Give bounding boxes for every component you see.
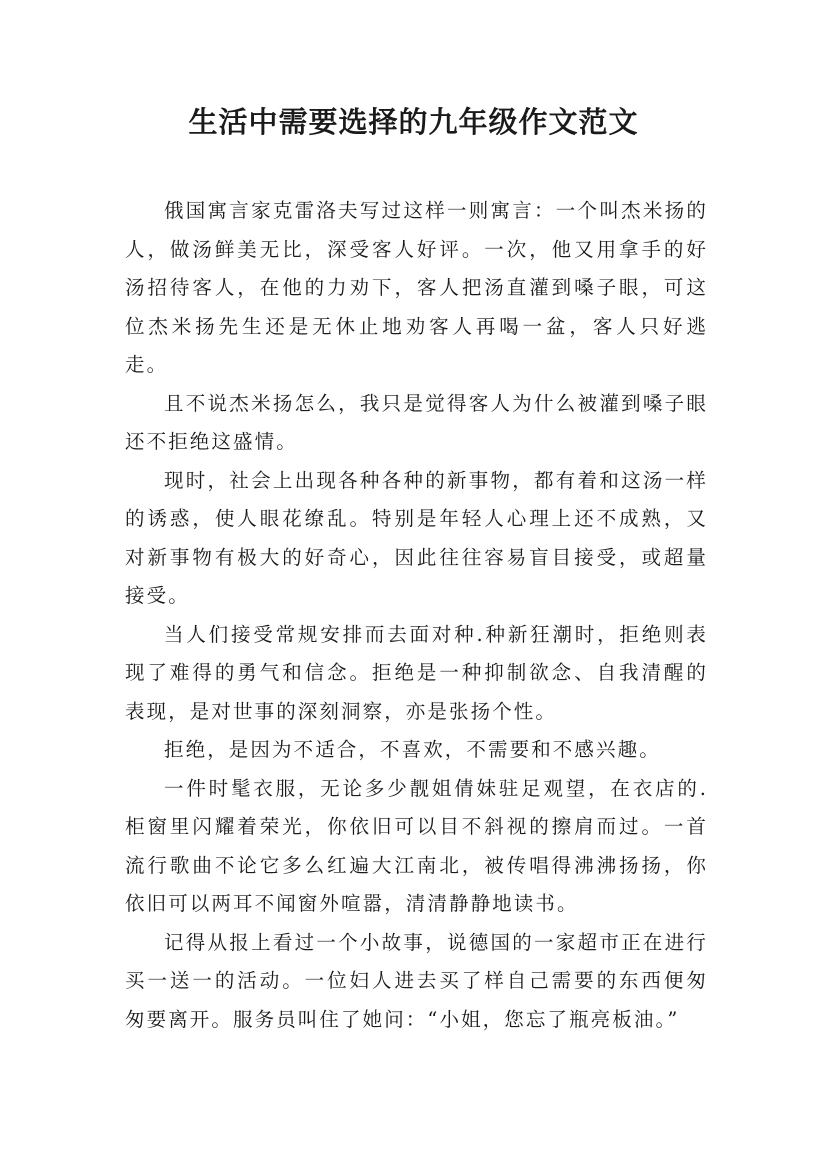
paragraph: 记得从报上看过一个小故事，说德国的一家超市正在进行买一送一的活动。一位妇人进去买了样自己需要的东西便匆匆要离开。服务员叫住了她问：“小姐，您忘了瓶亮板油。” (125, 930, 708, 1031)
paragraph: 当人们接受常规安排而去面对种.种新狂潮时，拒绝则表现了难得的勇气和信念。拒绝是一种抑制欲念、自我清醒的表现，是对世事的深刻洞察，亦是张扬个性。 (125, 622, 708, 723)
paragraph: 俄国寓言家克雷洛夫写过这样一则寓言：一个叫杰米扬的人，做汤鲜美无比，深受客人好评。一次，他又用拿手的好汤招待客人，在他的力劝下，客人把汤直灌到嗓子眼，可这位杰米扬先生还是无休止地劝客人再喝一盆，客人只好逃走。 (125, 199, 708, 376)
paragraph: 现时，社会上出现各种各种的新事物，都有着和这汤一样的诱惑，使人眼花缭乱。特别是年轻人心理上还不成熟，又对新事物有极大的好奇心，因此往往容易盲目接受，或超量接受。 (125, 468, 708, 607)
document-body (125, 192, 708, 1039)
document-title: 生活中需要选择的九年级作文范文 (188, 105, 639, 139)
paragraph: 且不说杰米扬怎么，我只是觉得客人为什么被灌到嗓子眼还不拒绝这盛情。 (125, 391, 708, 453)
paragraph: 拒绝，是因为不适合，不喜欢，不需要和不感兴趣。 (164, 738, 661, 761)
paragraph: 一件时髦衣服，无论多少靓姐倩妹驻足观望，在衣店的.柜窗里闪耀着荣光，你依旧可以目不斜视的擦肩而过。一首流行歌曲不论它多么红遍大江南北，被传唱得沸沸扬扬，你依旧可以两耳不闻窗外喧嚣，清清静静地读书。 (125, 776, 708, 915)
